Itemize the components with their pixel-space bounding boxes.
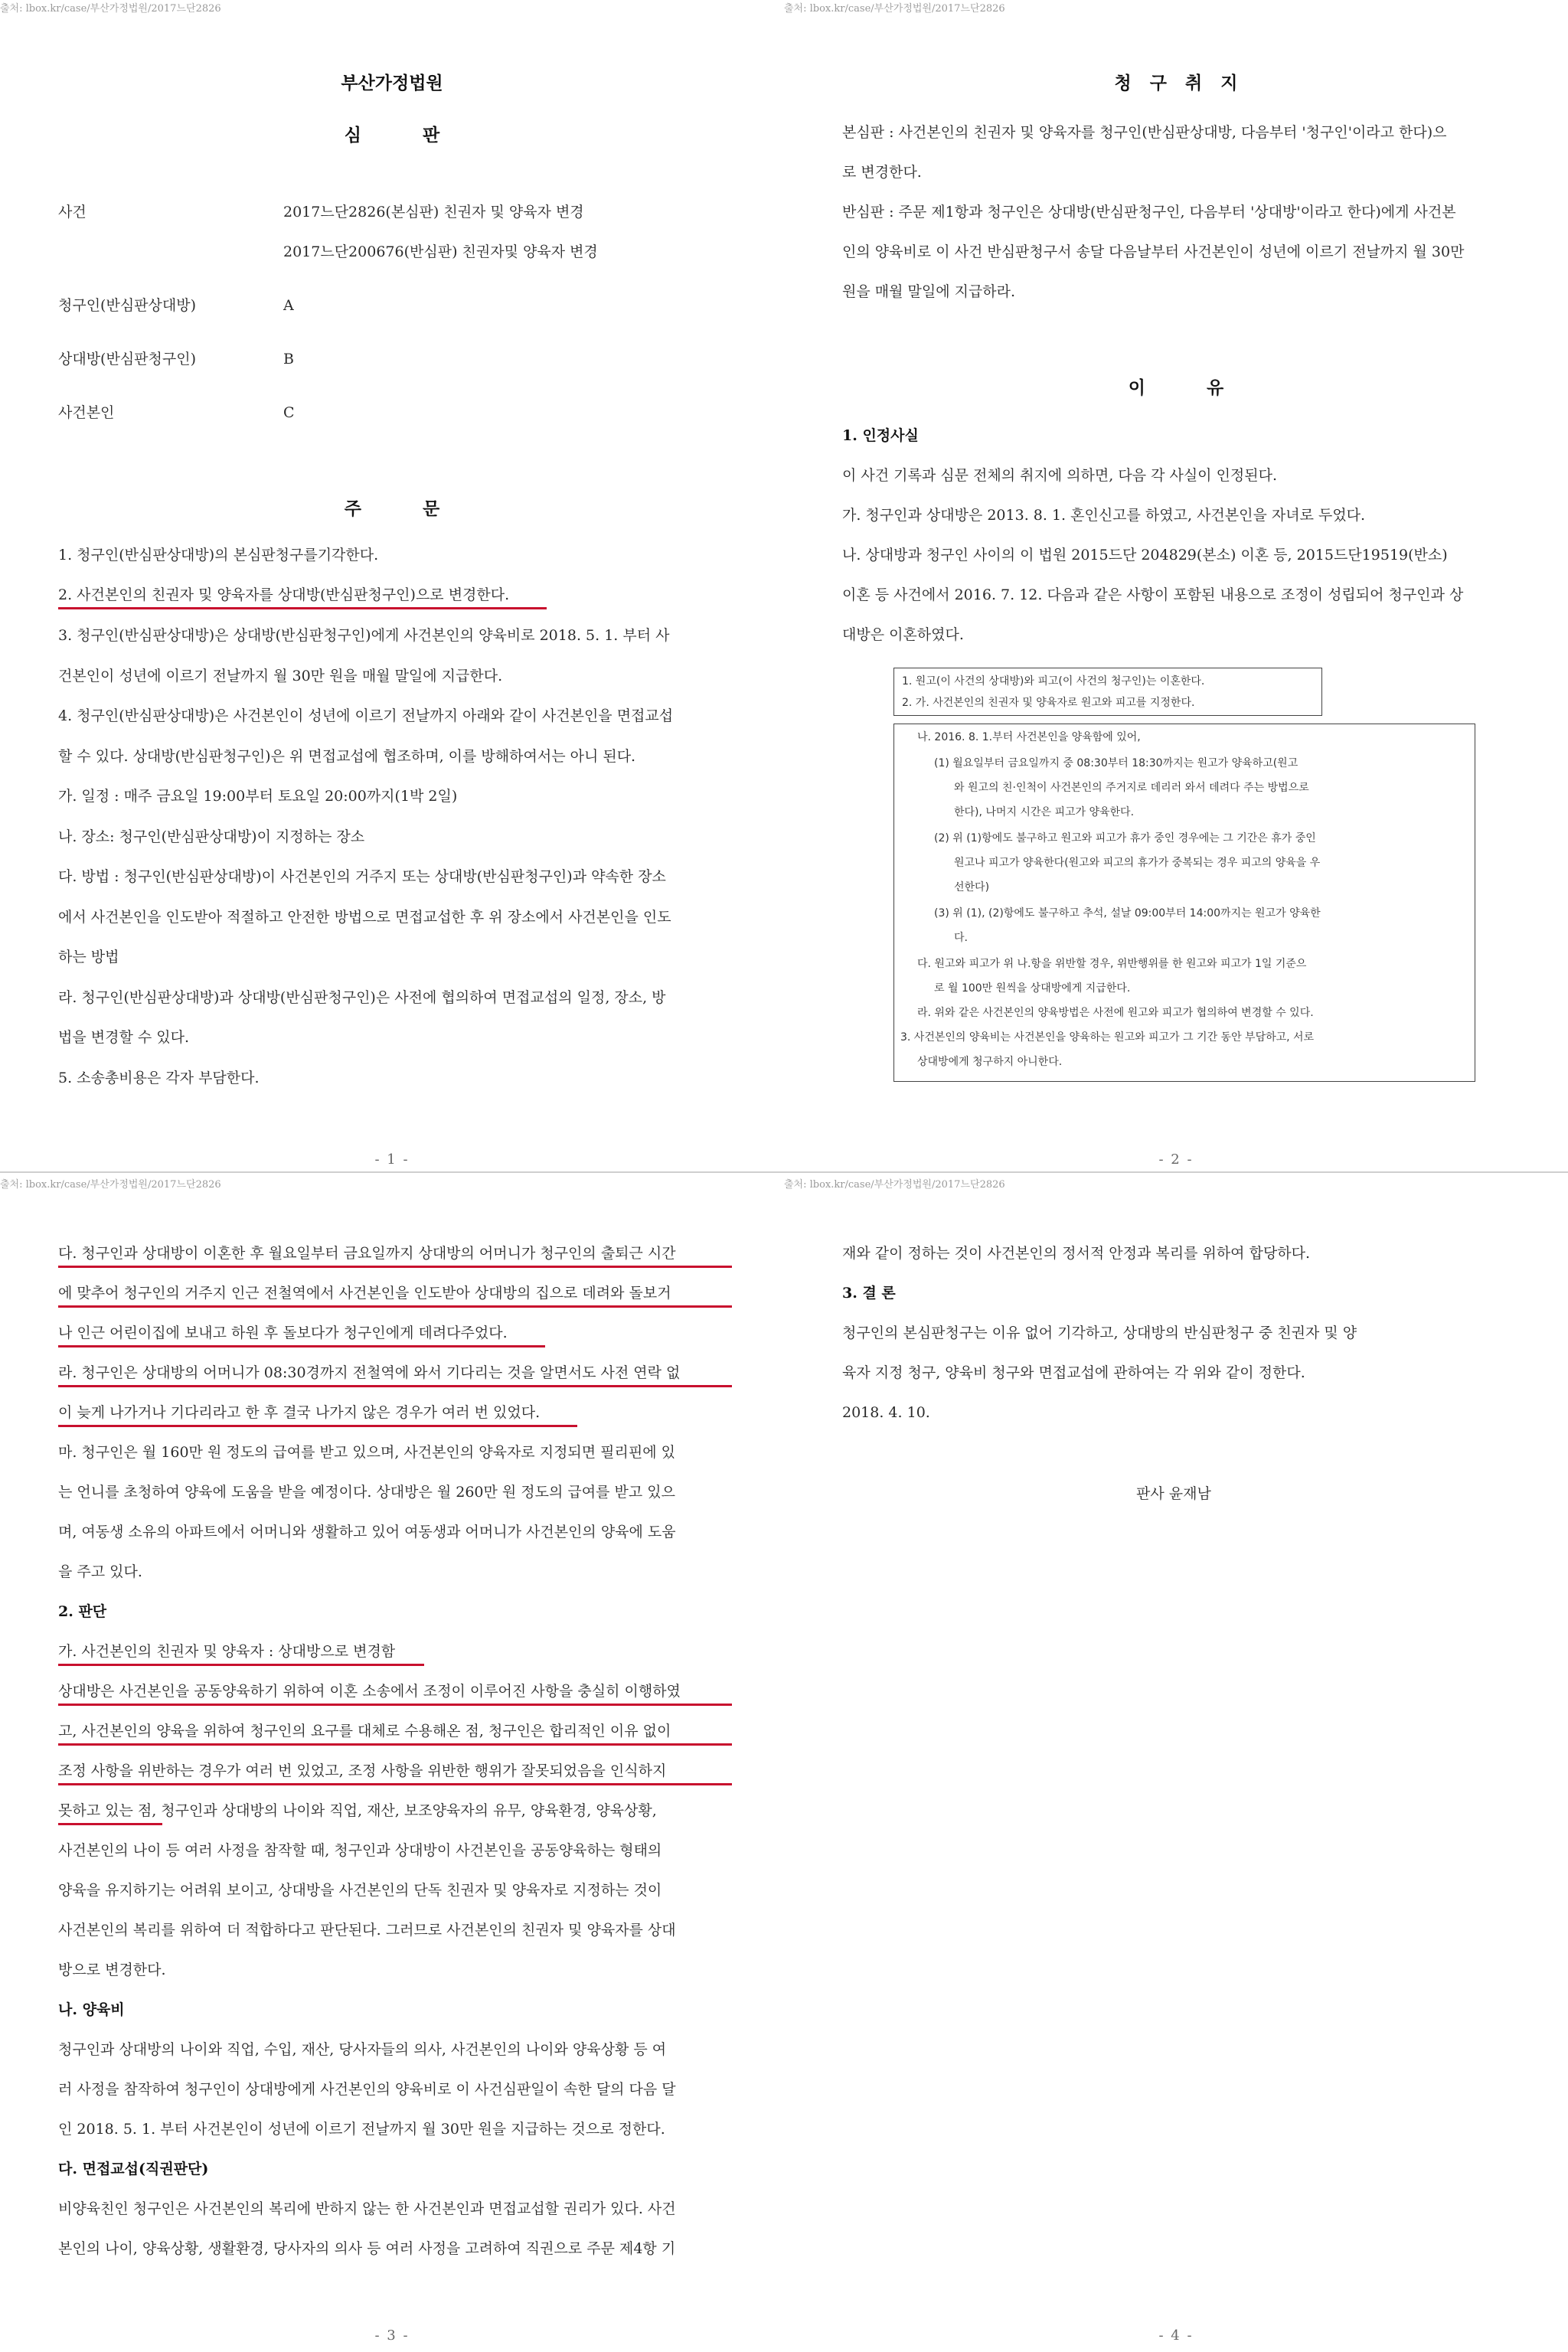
fact-line: 을 주고 있다. <box>58 1563 142 1580</box>
box-line: 상대방에게 청구하지 아니한다. <box>917 1056 1063 1068</box>
box-line: 다. <box>954 932 968 944</box>
underline-mark <box>58 1664 424 1666</box>
judgment-line: 사건본인의 복리를 위하여 더 적합하다고 판단된다. 그러므로 사건본인의 친권자 및 양육자를 상대 <box>58 1922 676 1939</box>
conclusion-line: 육자 지정 청구, 양육비 청구와 면접교섭에 관하여는 각 위와 같이 정한다. <box>842 1364 1305 1381</box>
claim-line: 로 변경한다. <box>842 164 922 181</box>
judgment-line: 재와 같이 정하는 것이 사건본인의 정서적 안정과 복리를 위하여 합당하다. <box>842 1245 1311 1262</box>
order-line: 법을 변경할 수 있다. <box>58 1029 189 1046</box>
fact-line: 대방은 이혼하였다. <box>842 626 964 643</box>
underline-mark <box>58 607 547 609</box>
underline-mark <box>58 1385 732 1387</box>
box-line: 2. 가. 사건본인의 친권자 및 양육자로 원고와 피고를 지정한다. <box>902 697 1195 709</box>
case-number-2: 2017느단200676(반심판) 친권자및 양육자 변경 <box>283 243 598 260</box>
principal-value: C <box>283 404 295 421</box>
conclusion-heading: 3. 결 론 <box>842 1285 896 1302</box>
order-line: 2. 사건본인의 친권자 및 양육자를 상대방(반심판청구인)으로 변경한다. <box>58 586 510 603</box>
source-url: 출처: lbox.kr/case/부산가정법원/2017느단2826 <box>784 3 1005 15</box>
page-4 <box>784 1176 1568 2352</box>
box-line: (2) 위 (1)항에도 불구하고 원고와 피고가 휴가 중인 경우에는 그 기간은 휴가 중인 <box>934 832 1316 844</box>
settlement-box-summary <box>893 668 1322 716</box>
fact-line: 이 늦게 나가거나 기다리라고 한 후 결국 나가지 않은 경우가 여러 번 있었다. <box>58 1404 541 1421</box>
order-line: 1. 청구인(반심판상대방)의 본심판청구를기각한다. <box>58 547 379 564</box>
box-line: 선한다) <box>954 881 990 893</box>
judgment-line: 러 사정을 참작하여 청구인이 상대방에게 사건본인의 양육비로 이 사건심판일이 속한 달의 다음 달 <box>58 2081 676 2098</box>
underline-mark <box>58 1425 577 1427</box>
claimant-label: 청구인(반심판상대방) <box>58 297 197 314</box>
underline-mark <box>58 1743 732 1746</box>
fact-line: 라. 청구인은 상대방의 어머니가 08:30경까지 전철역에 와서 기다리는 것을 알면서도 사전 연락 없 <box>58 1364 681 1381</box>
judgment-line: 본인의 나이, 양육상황, 생활환경, 당사자의 의사 등 여러 사정을 고려하여 직권으로 주문 제4항 기 <box>58 2240 676 2257</box>
box-line: (3) 위 (1), (2)항에도 불구하고 추석, 설날 09:00부터 14:00까지는 원고가 양육한 <box>934 907 1321 920</box>
judgment-line: 조정 사항을 위반하는 경우가 여러 번 있었고, 조정 사항을 위반한 행위가 잘못되었음을 인식하지 <box>58 1762 667 1779</box>
judgment-line: 인 2018. 5. 1. 부터 사건본인이 성년에 이르기 전날까지 월 30만 원을 지급하는 것으로 정한다. <box>58 2121 665 2138</box>
judgment-b-title: 나. 양육비 <box>58 2001 125 2018</box>
order-line: 라. 청구인(반심판상대방)과 상대방(반심판청구인)은 사전에 협의하여 면접교섭의 일정, 장소, 방 <box>58 989 666 1006</box>
underline-mark <box>58 1266 732 1268</box>
box-line: 3. 사건본인의 양육비는 사건본인을 양육하는 원고와 피고가 그 기간 동안 부담하고, 서로 <box>900 1031 1315 1044</box>
order-line: 5. 소송총비용은 각자 부담한다. <box>58 1070 260 1086</box>
court-name: 부산가정법원 <box>341 73 443 93</box>
underline-mark <box>58 1704 732 1706</box>
page-1 <box>0 0 784 1176</box>
order-heading: 주 문 <box>344 498 440 519</box>
order-line: 건본인이 성년에 이르기 전날까지 월 30만 원을 매월 말일에 지급한다. <box>58 668 503 684</box>
respondent-value: B <box>283 351 294 368</box>
judgment-line: 사건본인의 나이 등 여러 사정을 참작할 때, 청구인과 상대방이 사건본인을 공동양육하는 형태의 <box>58 1842 662 1859</box>
box-line: 한다), 나머지 시간은 피고가 양육한다. <box>954 806 1135 818</box>
box-line: 1. 원고(이 사건의 상대방)와 피고(이 사건의 청구인)는 이혼한다. <box>902 675 1205 688</box>
fact-line: 가. 청구인과 상대방은 2013. 8. 1. 혼인신고를 하였고, 사건본인을 자녀로 두었다. <box>842 507 1366 524</box>
order-line: 4. 청구인(반심판상대방)은 사건본인이 성년에 이르기 전날까지 아래와 같이 사건본인을 면접교섭 <box>58 707 674 724</box>
claim-line: 반심판 : 주문 제1항과 청구인은 상대방(반심판청구인, 다음부터 '상대방'이라고 한다)에게 사건본 <box>842 204 1456 220</box>
page-number: - 3 - <box>374 2328 410 2344</box>
box-line: 로 월 100만 원씩을 상대방에게 지급한다. <box>934 982 1131 995</box>
underline-mark <box>58 1305 732 1308</box>
judgment-line: 못하고 있는 점, 청구인과 상대방의 나이와 직업, 재산, 보조양육자의 유무, 양육환경, 양육상황, <box>58 1802 657 1819</box>
underline-mark <box>58 1823 162 1825</box>
respondent-label: 상대방(반심판청구인) <box>58 351 197 368</box>
fact-line: 는 언니를 초청하여 양육에 도움을 받을 예정이다. 상대방은 월 260만 원 정도의 급여를 받고 있으 <box>58 1484 675 1501</box>
decision-date: 2018. 4. 10. <box>842 1404 930 1421</box>
box-line: 라. 위와 같은 사건본인의 양육방법은 사전에 원고와 피고가 협의하여 변경할 수 있다. <box>917 1007 1314 1019</box>
order-line: 할 수 있다. 상대방(반심판청구인)은 위 면접교섭에 협조하며, 이를 방해하여서는 아니 된다. <box>58 748 636 765</box>
order-line: 에서 사건본인을 인도받아 적절하고 안전한 방법으로 면접교섭한 후 위 장소에서 사건본인을 인도 <box>58 909 671 926</box>
fact-line: 나. 상대방과 청구인 사이의 이 법원 2015드단 204829(본소) 이혼 등, 2015드단19519(반소) <box>842 547 1448 564</box>
fact-line: 에 맞추어 청구인의 거주지 인근 전철역에서 사건본인을 인도받아 상대방의 집으로 데려와 돌보거 <box>58 1285 671 1302</box>
doc-type-title: 심 판 <box>344 125 440 145</box>
box-line: (1) 월요일부터 금요일까지 중 08:30부터 18:30까지는 원고가 양육하고(원고 <box>934 757 1298 769</box>
judgment-heading: 2. 판단 <box>58 1603 107 1620</box>
box-line: 와 원고의 친·인척이 사건본인의 주거지로 데리러 와서 데려다 주는 방법으로 <box>954 782 1309 794</box>
order-line: 다. 방법 : 청구인(반심판상대방)이 사건본인의 거주지 또는 상대방(반심판청구인)과 약속한 장소 <box>58 868 666 885</box>
claim-line: 본심판 : 사건본인의 친권자 및 양육자를 청구인(반심판상대방, 다음부터 '청구인'이라고 한다)으 <box>842 124 1447 141</box>
settlement-box-detail <box>893 724 1475 1082</box>
claimant-value: A <box>283 297 294 314</box>
box-line: 다. 원고와 피고가 위 나.항을 위반할 경우, 위반행위를 한 원고와 피고가 1일 기준으 <box>917 958 1307 970</box>
box-line: 나. 2016. 8. 1.부터 사건본인을 양육함에 있어, <box>917 731 1141 743</box>
fact-line: 며, 여동생 소유의 아파트에서 어머니와 생활하고 있어 여동생과 어머니가 사건본인의 양육에 도움 <box>58 1524 676 1540</box>
case-number-1: 2017느단2826(본심판) 친권자 및 양육자 변경 <box>283 204 584 220</box>
source-url: 출처: lbox.kr/case/부산가정법원/2017느단2826 <box>0 3 221 15</box>
fact-heading: 1. 인정사실 <box>842 427 919 444</box>
judgment-line: 청구인과 상대방의 나이와 직업, 수입, 재산, 당사자들의 의사, 사건본인의 나이와 양육상황 등 여 <box>58 2041 667 2058</box>
order-line: 하는 방법 <box>58 949 119 965</box>
page-3 <box>0 1176 784 2352</box>
judgment-c-title: 다. 면접교섭(직권판단) <box>58 2161 209 2177</box>
page-number: - 2 - <box>1158 1152 1194 1168</box>
judgment-line: 고, 사건본인의 양육을 위하여 청구인의 요구를 대체로 수용해온 점, 청구인은 합리적인 이유 없이 <box>58 1723 671 1740</box>
page-2 <box>784 0 1568 1176</box>
page-number: - 4 - <box>1158 2328 1194 2344</box>
principal-label: 사건본인 <box>58 404 115 421</box>
claim-line: 원을 매월 말일에 지급하라. <box>842 283 1016 300</box>
fact-line: 이혼 등 사건에서 2016. 7. 12. 다음과 같은 사항이 포함된 내용으로 조정이 성립되어 청구인과 상 <box>842 586 1464 603</box>
underline-mark <box>58 1783 732 1785</box>
conclusion-line: 청구인의 본심판청구는 이유 없어 기각하고, 상대방의 반심판청구 중 친권자 및 양 <box>842 1325 1357 1341</box>
fact-line: 다. 청구인과 상대방이 이혼한 후 월요일부터 금요일까지 상대방의 어머니가 청구인의 출퇴근 시간 <box>58 1245 676 1262</box>
source-url: 출처: lbox.kr/case/부산가정법원/2017느단2826 <box>0 1179 221 1191</box>
judgment-line: 양육을 유지하기는 어려워 보이고, 상대방을 사건본인의 단독 친권자 및 양육자로 지정하는 것이 <box>58 1882 662 1899</box>
order-line: 3. 청구인(반심판상대방)은 상대방(반심판청구인)에게 사건본인의 양육비로 2018. 5. 1. 부터 사 <box>58 627 670 644</box>
judgment-line: 상대방은 사건본인을 공동양육하기 위하여 이혼 소송에서 조정이 이루어진 사항을 충실히 이행하였 <box>58 1683 681 1700</box>
order-line: 나. 장소: 청구인(반심판상대방)이 지정하는 장소 <box>58 828 365 845</box>
source-url: 출처: lbox.kr/case/부산가정법원/2017느단2826 <box>784 1179 1005 1191</box>
judgment-line: 비양육친인 청구인은 사건본인의 복리에 반하지 않는 한 사건본인과 면접교섭할 권리가 있다. 사건 <box>58 2200 676 2217</box>
underline-mark <box>58 1345 545 1348</box>
case-label: 사건 <box>58 204 87 220</box>
fact-line: 마. 청구인은 월 160만 원 정도의 급여를 받고 있으며, 사건본인의 양육자로 지정되면 필리핀에 있 <box>58 1444 675 1461</box>
claim-heading: 청 구 취 지 <box>1114 73 1238 93</box>
fact-line: 이 사건 기록과 심문 전체의 취지에 의하면, 다음 각 사실이 인정된다. <box>842 467 1278 484</box>
reason-heading: 이 유 <box>1128 377 1224 398</box>
box-line: 원고나 피고가 양육한다(원고와 피고의 휴가가 중복되는 경우 피고의 양육을 우 <box>954 857 1321 869</box>
page-separator <box>0 1171 1568 1173</box>
claim-line: 인의 양육비로 이 사건 반심판청구서 송달 다음날부터 사건본인이 성년에 이르기 전날까지 월 30만 <box>842 243 1465 260</box>
fact-line: 나 인근 어린이집에 보내고 하원 후 돌보다가 청구인에게 데려다주었다. <box>58 1325 508 1341</box>
judgment-line: 방으로 변경한다. <box>58 1962 166 1978</box>
page-number: - 1 - <box>374 1152 410 1168</box>
judgment-a-title: 가. 사건본인의 친권자 및 양육자 : 상대방으로 변경함 <box>58 1643 396 1660</box>
order-line: 가. 일정 : 매주 금요일 19:00부터 토요일 20:00까지(1박 2일) <box>58 788 458 805</box>
judge-name: 판사 윤재남 <box>1136 1485 1211 1502</box>
